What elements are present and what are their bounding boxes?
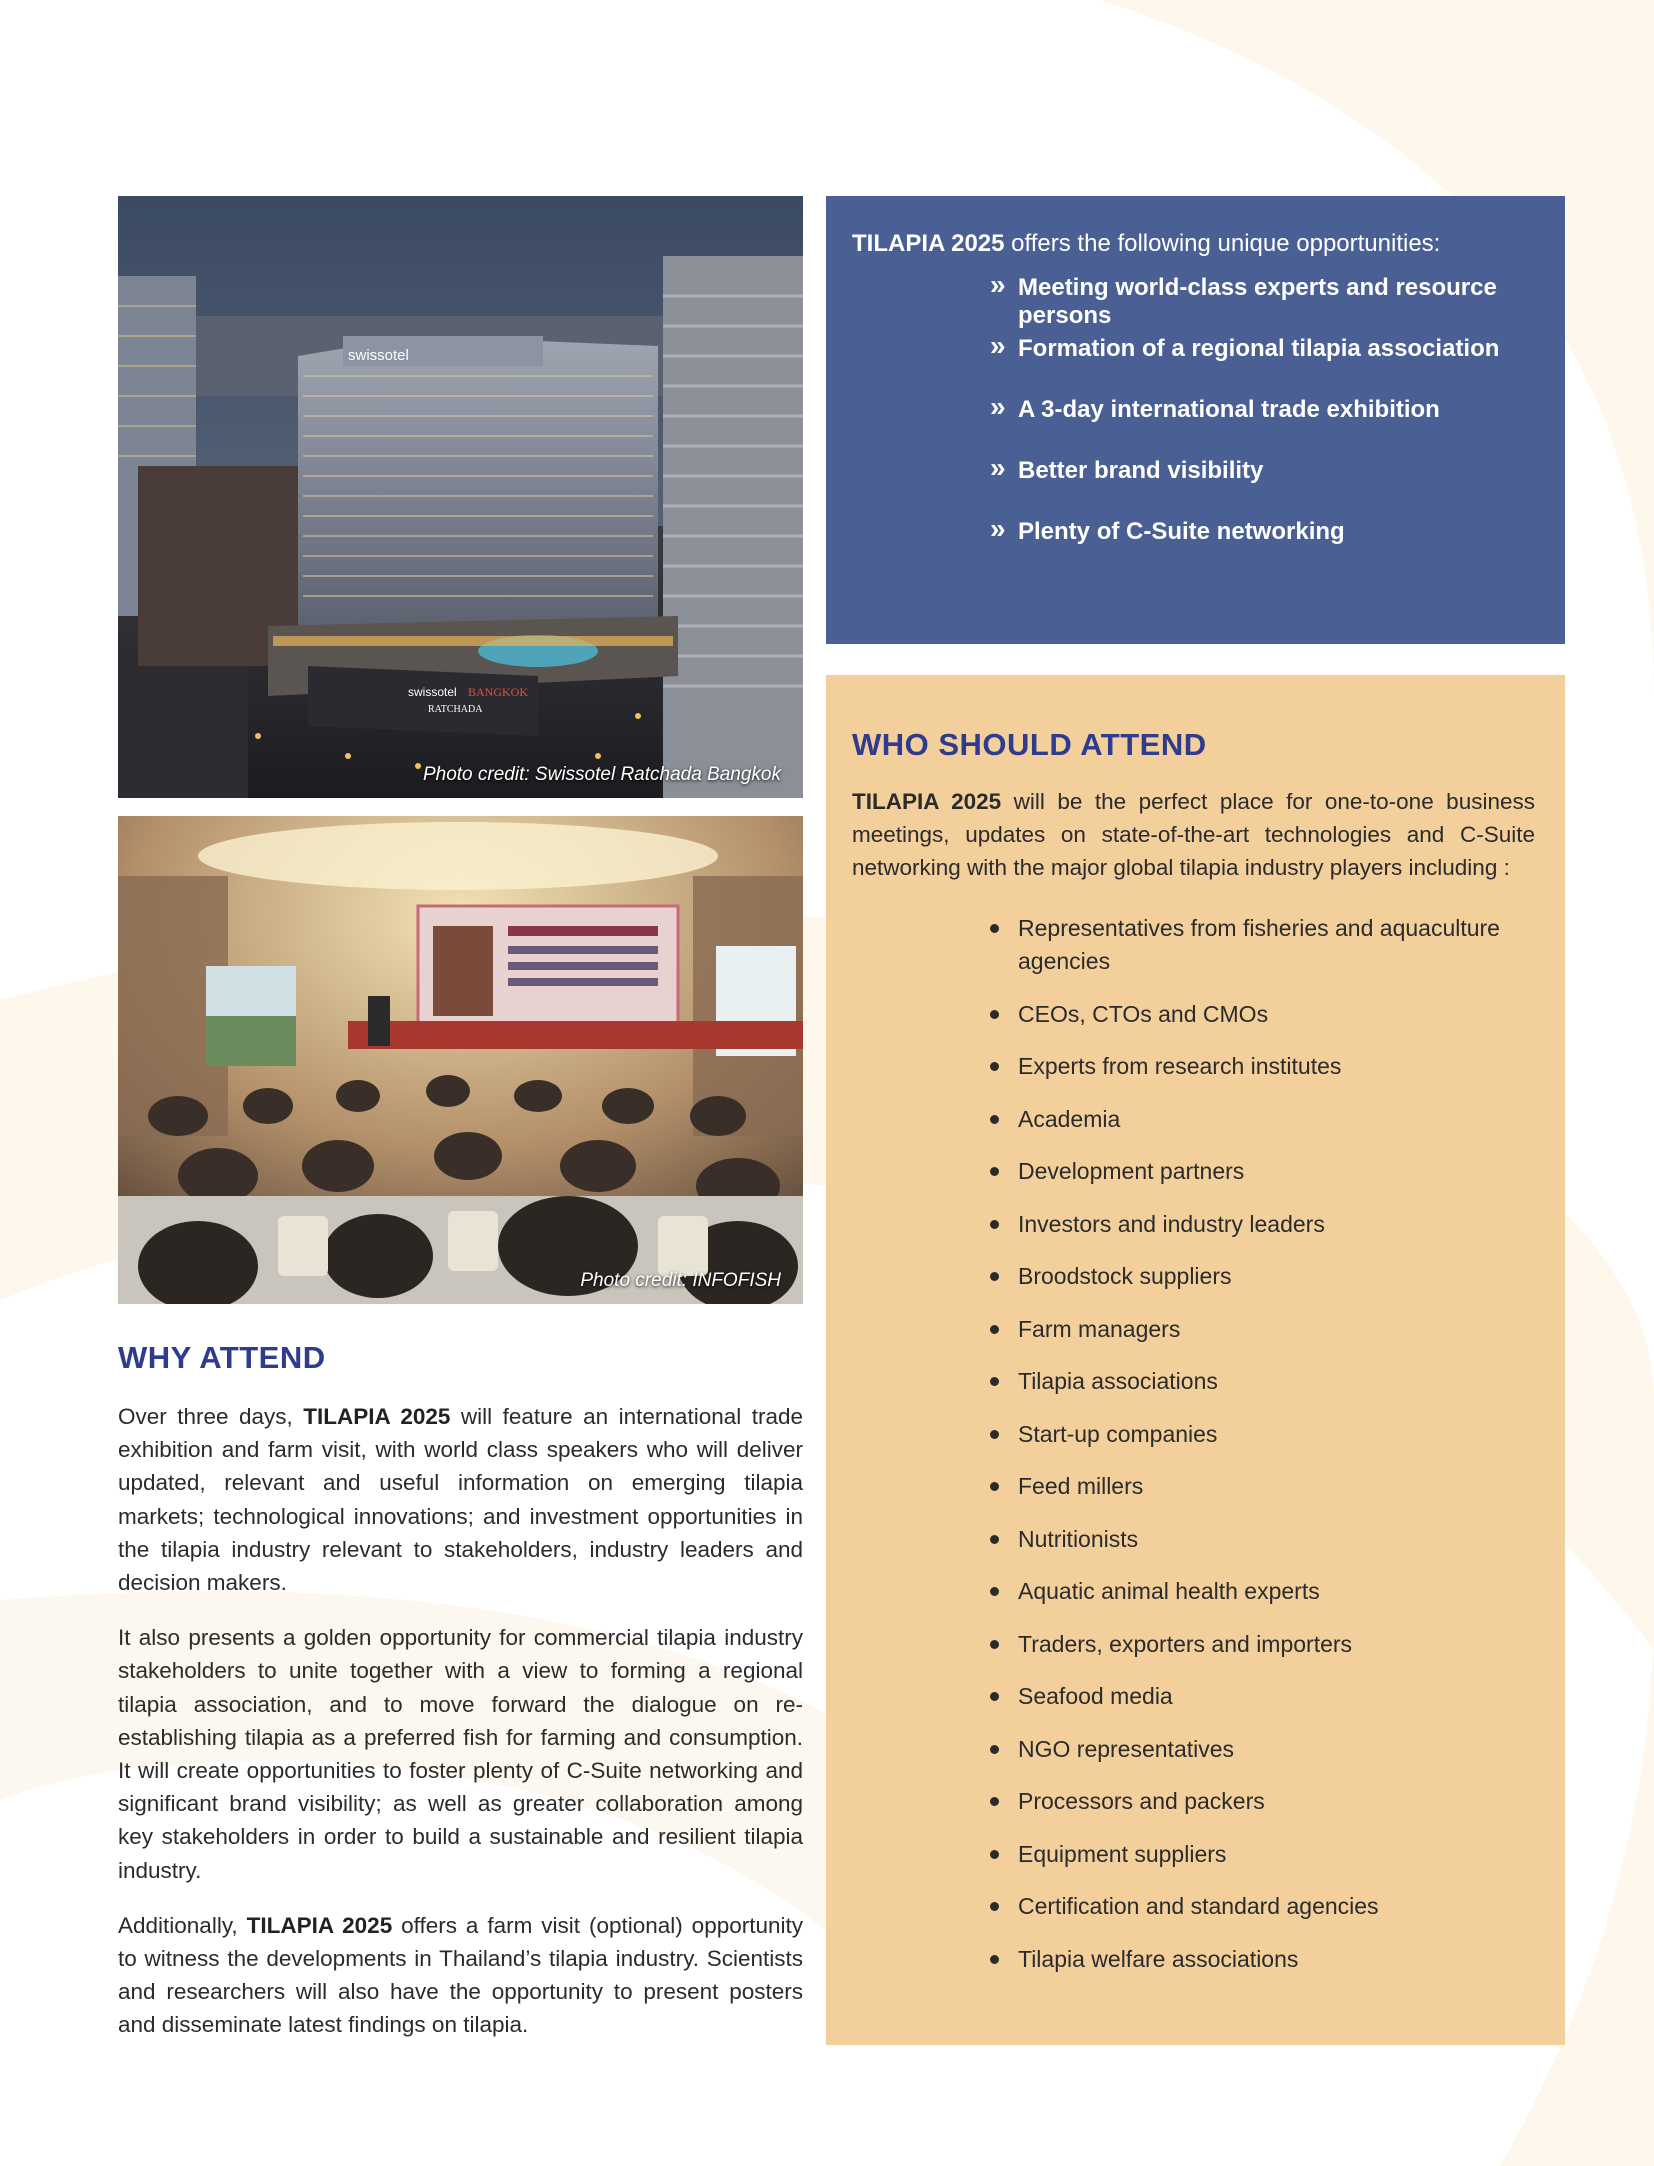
chevron-right-icon: » [990,513,1006,544]
hotel-sign-bottom-b: BANGKOK [468,685,528,699]
list-item: Seafood media [852,1680,1535,1713]
list-item: Broodstock suppliers [852,1260,1535,1293]
bullet-icon [990,1745,999,1754]
list-item: Farm managers [852,1313,1535,1346]
list-item: CEOs, CTOs and CMOs [852,998,1535,1031]
hotel-sign-top: swissotel [348,347,409,364]
opportunities-panel [826,196,1565,644]
hotel-photo-credit: Photo credit: Swissotel Ratchada Bangkok [422,764,781,785]
bullet-icon [990,1430,999,1439]
opportunities-list [852,269,1541,579]
list-item: NGO representatives [852,1733,1535,1766]
list-item: Investors and industry leaders [852,1208,1535,1241]
list-item: Feed millers [852,1470,1535,1503]
list-item: Experts from research institutes [852,1050,1535,1083]
list-item: Tilapia welfare associations [852,1943,1535,1976]
list-item: Representatives from fisheries and aquaculture agencies [852,912,1535,978]
bullet-icon [990,924,999,933]
list-item: Certification and standard agencies [852,1890,1535,1923]
list-item: » Better brand visibility [990,452,1264,484]
list-item: Academia [852,1103,1535,1136]
chevron-right-icon: » [990,269,1006,300]
conference-photo [118,816,803,1304]
why-paragraph-3: Additionally, TILAPIA 2025 offers a farm visit (optional) opportunity to witness the developments in Thailand’s tilapia industry. Scientists and researchers will also have the opportunity to present posters and disseminate latest findings on tilapia. [118,1912,803,2038]
bullet-icon [990,1902,999,1911]
list-item: Traders, exporters and importers [852,1628,1535,1661]
who-should-attend-intro [852,785,1535,884]
who-should-attend-panel [826,675,1565,2045]
list-item: Start-up companies [852,1418,1535,1451]
why-attend-section [118,1340,803,2064]
bullet-icon [990,1220,999,1229]
attendee-list [852,912,1535,1976]
opportunities-intro [852,230,1541,258]
bullet-icon [990,1272,999,1281]
bullet-icon [990,1692,999,1701]
hotel-photo [118,196,803,798]
bullet-icon [990,1955,999,1964]
bullet-icon [990,1640,999,1649]
bullet-icon [990,1535,999,1544]
why-paragraph-1: Over three days, TILAPIA 2025 will feature an international trade exhibition and farm visit, with world class speakers who will deliver updated, relevant and useful information on emerging tilapia markets; technological innovations; and investment opportunities in the tilapia industry relevant to stakeholders, industry leaders and decision makers. [118,1404,803,1596]
hotel-illustration [118,196,803,798]
bullet-icon [990,1167,999,1176]
opportunities-intro-brand: TILAPIA 2025 [852,230,1005,257]
hotel-sign-bottom-c: RATCHADA [428,704,483,715]
list-item: » Formation of a regional tilapia association [990,330,1500,362]
opportunities-intro-text: offers the following unique opportunities: [1004,230,1441,257]
hotel-sign-bottom-a: swissotel [408,685,457,699]
bullet-icon [990,1010,999,1019]
list-item: Development partners [852,1155,1535,1188]
list-item: » Meeting world-class experts and resource persons [990,269,1497,329]
bullet-icon [990,1115,999,1124]
list-item: » Plenty of C-Suite networking [990,513,1345,545]
conference-photo-credit: Photo credit: INFOFISH [580,1270,781,1291]
chevron-right-icon: » [990,391,1006,422]
bullet-icon [990,1850,999,1859]
list-item: » A 3-day international trade exhibition [990,391,1440,423]
list-item: Aquatic animal health experts [852,1575,1535,1608]
bullet-icon [990,1587,999,1596]
who-intro-brand: TILAPIA 2025 [852,789,1002,814]
bullet-icon [990,1377,999,1386]
why-attend-title: WHY ATTEND [118,1340,326,1375]
bullet-icon [990,1062,999,1071]
conference-illustration [118,816,803,1304]
list-item: Tilapia associations [852,1365,1535,1398]
chevron-right-icon: » [990,330,1006,361]
list-item: Processors and packers [852,1785,1535,1818]
bullet-icon [990,1482,999,1491]
chevron-right-icon: » [990,452,1006,483]
who-intro-text: will be the perfect place for one-to-one business meetings, updates on state-of-the-art technologies and C-Suite networking with the major global tilapia industry players including : [852,789,1535,880]
who-should-attend-title: WHO SHOULD ATTEND [852,727,1207,762]
list-item: Equipment suppliers [852,1838,1535,1871]
why-paragraph-2: It also presents a golden opportunity for commercial tilapia industry stakeholders to unite together with a view to forming a regional tilapia association, and to move forward the dialogue on re-establishing tilapia as a preferred fish for farming and consumption. It will create opportunities to foster plenty of C-Suite networking and significant brand visibility; as well as greater collaboration among key stakeholders in order to build a sustainable and resilient tilapia industry. [118,1625,803,1883]
list-item: Nutritionists [852,1523,1535,1556]
bullet-icon [990,1797,999,1806]
bullet-icon [990,1325,999,1334]
